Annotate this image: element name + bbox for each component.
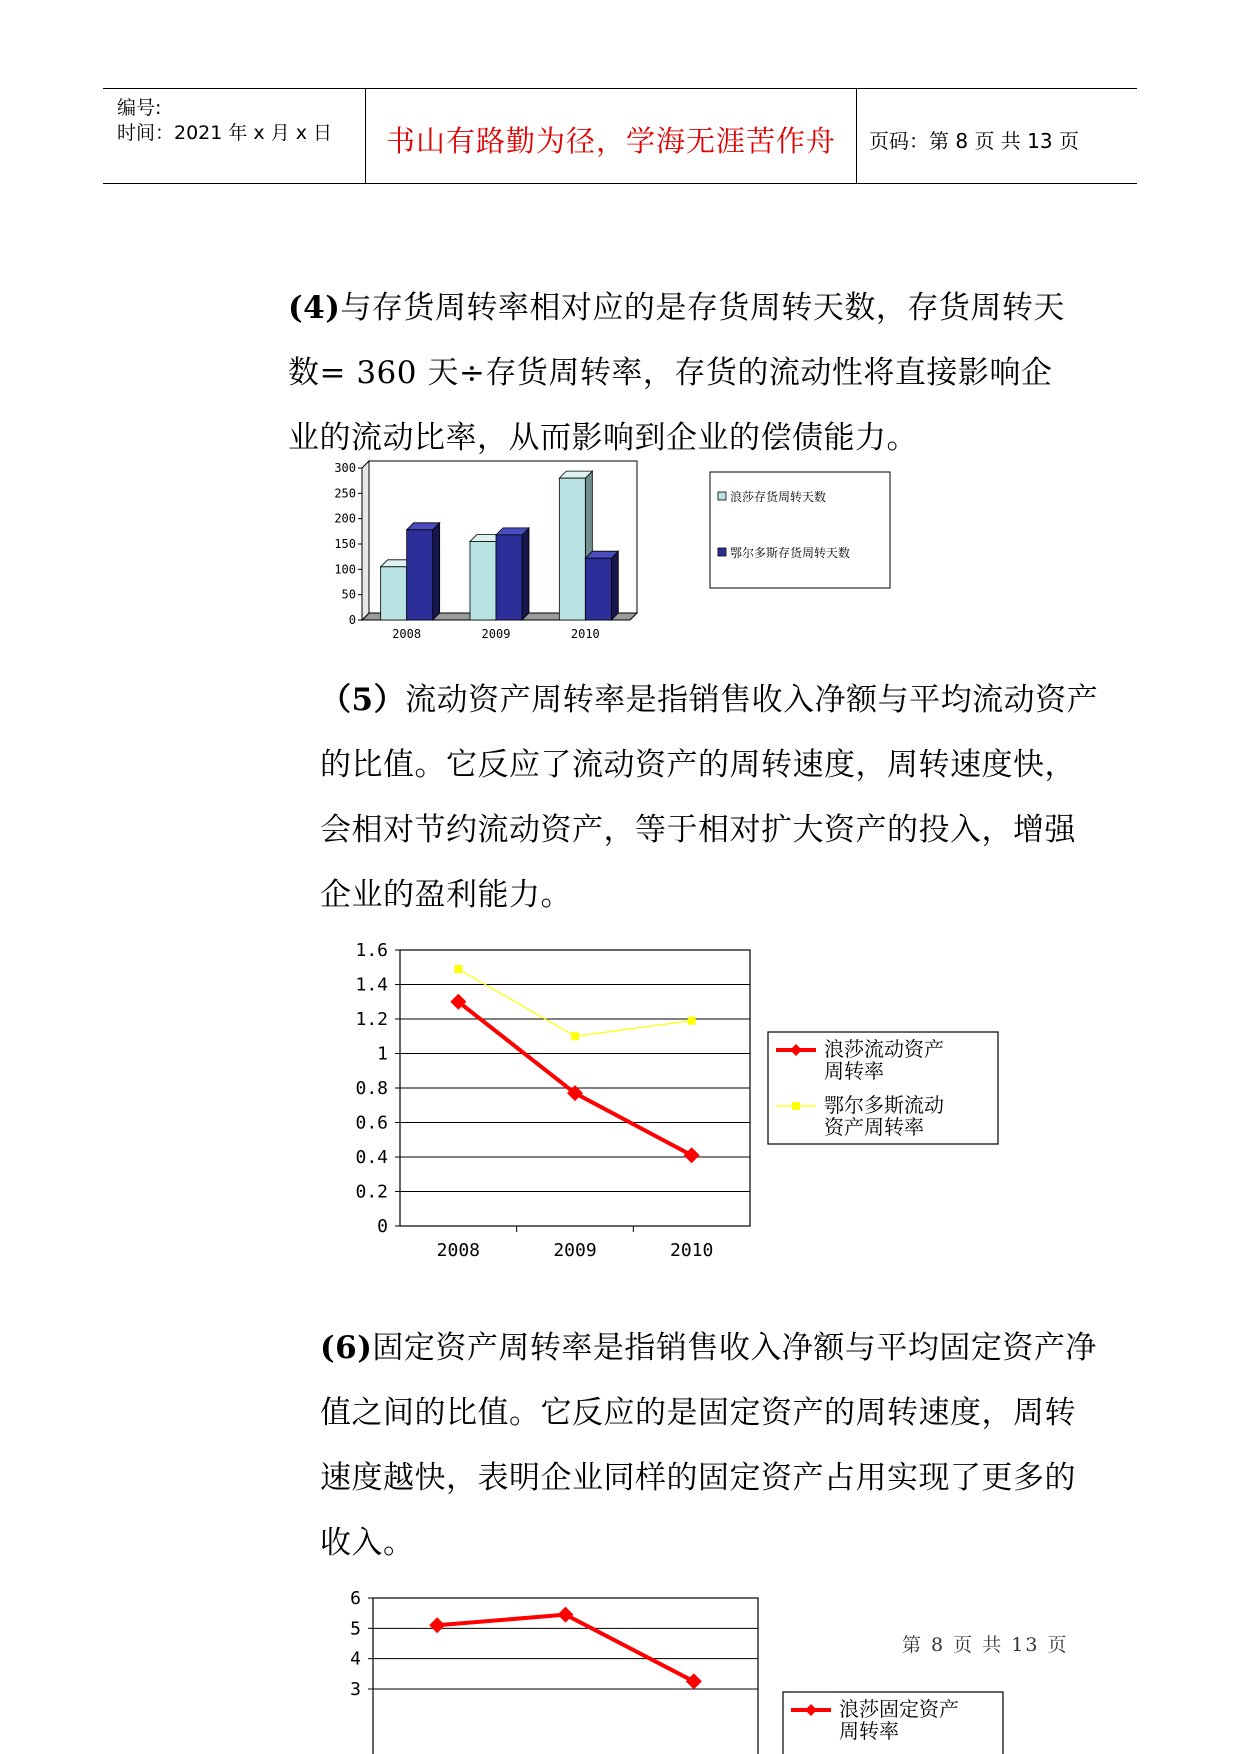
- chart1-bar-鄂尔多斯存货周转天数-2009: [496, 535, 522, 620]
- chart1-side-wall: [362, 461, 369, 620]
- serial-label: 编号:: [117, 97, 162, 119]
- chart2-xtick-label: 2008: [436, 1240, 481, 1261]
- chart2-legend-label: 浪莎流动资产: [824, 1037, 944, 1061]
- chart1-xtick-label: 2009: [481, 627, 511, 641]
- chart1-ytick-label: 200: [334, 511, 356, 526]
- chart2-ytick-label: 0.8: [355, 1078, 388, 1099]
- header-meta-cell: [103, 89, 366, 183]
- chart3-ytick-label: 3: [350, 1679, 361, 1700]
- chart2-legend-label: 鄂尔多斯流动: [824, 1093, 944, 1117]
- chart2-ytick-label: 1.2: [355, 1009, 388, 1030]
- chart1-bar-side: [522, 528, 529, 620]
- chart1-bar-鄂尔多斯存货周转天数-2010: [585, 558, 611, 620]
- chart2-ytick-label: 1: [377, 1043, 388, 1065]
- chart1-legend-swatch: [718, 492, 726, 500]
- page-header: [103, 88, 1137, 184]
- footer-page-number: 第 8 页 共 13 页: [902, 1634, 1069, 1656]
- chart1-ytick-label: 50: [341, 587, 356, 602]
- chart1-bar-side: [611, 551, 618, 620]
- chart2-point-鄂尔多斯流动资产周转率-2010: [688, 1017, 696, 1025]
- motto: 书山有路勤为径，学海无涯苦作舟: [385, 124, 836, 158]
- chart2-ytick-label: 0: [377, 1216, 388, 1237]
- chart1-xtick-label: 2010: [570, 627, 600, 641]
- chart2-legend-marker: [792, 1102, 800, 1110]
- chart1-ytick-label: 100: [334, 562, 356, 577]
- paragraph-4-number: (4): [288, 290, 341, 326]
- chart2-ytick-label: 1.4: [355, 974, 388, 996]
- chart1-bar-浪莎存货周转天数-2009: [470, 541, 496, 620]
- chart3-ytick-label: 6: [350, 1588, 361, 1609]
- chart1-legend-label: 鄂尔多斯存货周转天数: [730, 546, 851, 560]
- paragraph-6-text: 固定资产周转率是指销售收入净额与平均固定资产净值之间的比值。它反应的是固定资产的周转速度，周转速度越快，表明企业同样的固定资产占用实现了更多的收入。: [320, 1330, 1097, 1561]
- paragraph-5-number: （5）: [320, 682, 406, 718]
- chart1-ytick-label: 0: [348, 613, 356, 627]
- chart1-ytick-label: 150: [334, 537, 356, 551]
- chart2-ytick-label: 0.6: [355, 1112, 388, 1134]
- chart1-bar-鄂尔多斯存货周转天数-2008: [407, 530, 433, 620]
- paragraph-6-number: (6): [320, 1330, 373, 1366]
- current-asset-turnover-chart: [340, 932, 1010, 1272]
- chart2-point-鄂尔多斯流动资产周转率-2009: [571, 1032, 579, 1040]
- chart2-point-鄂尔多斯流动资产周转率-2008: [454, 965, 462, 973]
- paragraph-5: [320, 668, 1100, 928]
- chart2-ytick-label: 0.4: [355, 1147, 388, 1168]
- chart2-ytick-label: 1.6: [355, 940, 388, 961]
- paragraph-4: [288, 276, 1068, 471]
- chart2-ytick-label: 0.2: [355, 1181, 388, 1203]
- chart1-xtick-label: 2008: [392, 627, 422, 641]
- page-code: 页码：第 8 页 共 13 页: [869, 129, 1079, 153]
- chart1-bar-浪莎存货周转天数-2008: [381, 567, 407, 620]
- chart3-ytick-label: 4: [350, 1648, 361, 1670]
- chart1-ytick-label: 300: [334, 461, 356, 475]
- chart1-bar-side: [433, 523, 440, 620]
- chart1-ytick-label: 250: [334, 486, 356, 501]
- header-motto-cell: [366, 89, 857, 183]
- inventory-turnover-days-chart: [320, 461, 910, 664]
- header-page-cell: [857, 89, 1137, 183]
- chart1-legend-label: 浪莎存货周转天数: [730, 490, 827, 504]
- chart1-bar-浪莎存货周转天数-2010: [559, 478, 585, 620]
- time-label: 时间：2021 年 x 月 x 日: [117, 122, 333, 144]
- chart2-legend-label-cont: 资产周转率: [824, 1115, 924, 1139]
- chart1-legend-swatch: [718, 548, 726, 556]
- fixed-asset-turnover-chart: [340, 1590, 1010, 1754]
- chart3-legend-label-cont: 周转率: [839, 1719, 899, 1743]
- paragraph-5-text: 流动资产周转率是指销售收入净额与平均流动资产的比值。它反应了流动资产的周转速度，周转速度快，会相对节约流动资产，等于相对扩大资产的投入，增强企业的盈利能力。: [320, 682, 1099, 913]
- chart3-ytick-label: 5: [350, 1618, 361, 1640]
- paragraph-4-text: 与存货周转率相对应的是存货周转天数，存货周转天数= 360 天÷存货周转率，存货的流动性将直接影响企业的流动比率，从而影响到企业的偿债能力。: [288, 290, 1065, 456]
- paragraph-6: [320, 1316, 1100, 1576]
- chart2-xtick-label: 2010: [669, 1240, 714, 1261]
- chart3-legend-label: 浪莎固定资产: [839, 1697, 959, 1721]
- chart2-xtick-label: 2009: [553, 1240, 597, 1261]
- chart2-legend-label-cont: 周转率: [824, 1059, 884, 1083]
